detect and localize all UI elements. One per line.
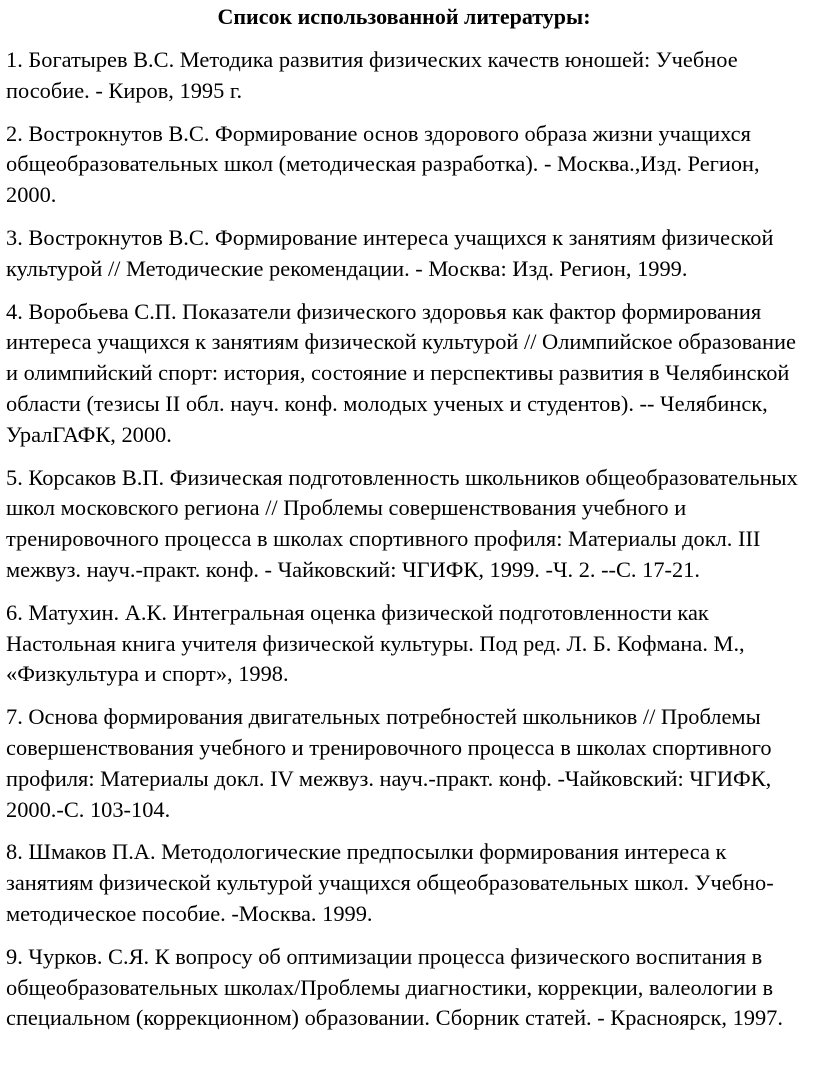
bibliography-entry-3: 3. Вострокнутов В.С. Формирование интереса учащихся к занятиям физической культурой // Методические рекомендации. - Москва: Изд. Регион, 1999. [6, 224, 774, 281]
bibliography-entry-2: 2. Вострокнутов В.С. Формирование основ здорового образа жизни учащихся общеобразовательных школ (методическая разработка). - Москва.,Изд. Регион, 2000. [6, 120, 760, 208]
bibliography-list [6, 45, 802, 1034]
bibliography-entry-1: 1. Богатырев В.С. Методика развития физических качеств юношей: Учебное пособие. - Киров, 1995 г. [6, 47, 738, 103]
bibliography-title: Список использованной литературы: [217, 4, 591, 29]
bibliography-entry-5: 5. Корсаков В.П. Физическая подготовленность школьников общеобразовательных школ московского региона // Проблемы совершенствования учебного и тренировочного процесса в школах спортивного профиля: Материалы докл. III межвуз. науч.-практ. конф. - Чайковский: ЧГИФК, 1999. -Ч. 2. --С. 17-21. [6, 464, 798, 582]
bibliography-entry-9: 9. Чурков. С.Я. К вопросу об оптимизации процесса физического воспитания в общеобразовательных школах/Проблемы диагностики, коррекции, валеологии в специальном (коррекционном) образовании. Сборник статей. - Красноярск, 1997. [6, 943, 783, 1031]
bibliography-entry-4: 4. Воробьева С.П. Показатели физического здоровья как фактор формирования интереса учащихся к занятиям физической культурой // Олимпийское образование и олимпийский спорт: история, состояние и перспективы развития в Челябинской области (тезисы II обл. науч. конф. молодых ученых и студентов). -- Челябинск, УралГАФК, 2000. [6, 298, 796, 447]
bibliography-entry-6: 6. Матухин. А.К. Интегральная оценка физической подготовленности как Настольная книга учителя физической культуры. Под ред. Л. Б. Кофмана. М., «Физкультура и спорт», 1998. [6, 599, 745, 687]
bibliography-entry-7: 7. Основа формирования двигательных потребностей школьников // Проблемы совершенствования учебного и тренировочного процесса в школах спортивного профиля: Материалы докл. IV межвуз. науч.-практ. конф. -Чайковский: ЧГИФК, 2000.-С. 103-104. [6, 704, 772, 822]
bibliography-entry-8: 8. Шмаков П.А. Методологические предпосылки формирования интереса к занятиям физической культурой учащихся общеобразовательных школ. Учебно-методическое пособие. -Москва. 1999. [6, 839, 774, 926]
